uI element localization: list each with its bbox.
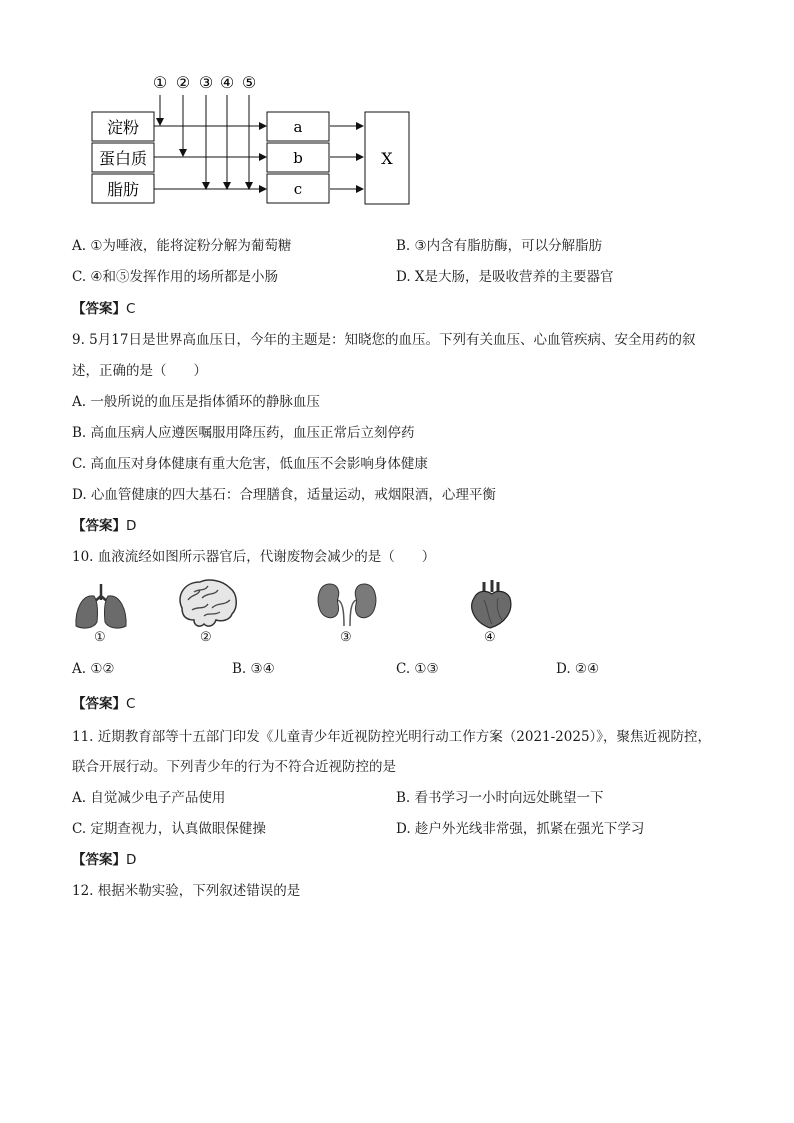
nutrient-protein: 蛋白质 — [98, 149, 148, 168]
lungs-icon — [72, 582, 130, 632]
product-c: c — [293, 180, 303, 198]
q9-answer — [72, 514, 136, 534]
q10-option-b[interactable]: B. ③④ — [232, 661, 275, 677]
q8-option-a[interactable]: A. ①为唾液，能将淀粉分解为葡萄糖 — [72, 238, 292, 254]
q11-stem-line2: 联合开展行动。下列青少年的行为不符合近视防控的是 — [72, 759, 396, 775]
nutrient-starch: 淀粉 — [106, 118, 140, 137]
organ-lungs — [72, 582, 132, 652]
organ-number-2: ② — [200, 630, 212, 645]
brain-icon — [174, 578, 240, 630]
digestion-diagram — [80, 68, 420, 213]
circle-label-3: ③ — [198, 73, 214, 92]
answer-value: D — [126, 518, 137, 534]
q8-answer — [72, 297, 135, 317]
circle-label-1: ① — [152, 73, 168, 92]
circle-label-5: ⑤ — [241, 73, 257, 92]
answer-label: 【答案】 — [72, 518, 126, 534]
q10-stem: 10. 血液流经如图所示器官后，代谢废物会减少的是（ ） — [72, 549, 436, 565]
q9-option-a[interactable]: A. 一般所说的血压是指体循环的静脉血压 — [72, 394, 320, 410]
q9-option-d[interactable]: D. 心血管健康的四大基石：合理膳食，适量运动，戒烟限酒，心理平衡 — [72, 487, 496, 503]
product-b: b — [293, 149, 303, 167]
organ-number-3: ③ — [340, 630, 352, 645]
q11-stem-line1: 11. 近期教育部等十五部门印发《儿童青少年近视防控光明行动工作方案（2021-2025）》，聚焦近视防控， — [72, 729, 712, 745]
q9-stem-line1: 9. 5月17日是世界高血压日，今年的主题是：知晓您的血压。下列有关血压、心血管疾病、安全用药的叙 — [72, 332, 696, 348]
q10-option-c[interactable]: C. ①③ — [396, 661, 439, 677]
organ-number-1: ① — [94, 630, 106, 645]
answer-value: D — [126, 852, 137, 868]
q8-option-d[interactable]: D. X是大肠，是吸收营养的主要器官 — [396, 269, 614, 285]
circle-label-2: ② — [175, 73, 191, 92]
product-a: a — [293, 118, 303, 136]
q11-option-a[interactable]: A. 自觉减少电子产品使用 — [72, 790, 226, 806]
kidneys-icon — [314, 580, 380, 628]
answer-label: 【答案】 — [72, 696, 126, 712]
q9-option-c[interactable]: C. 高血压对身体健康有重大危害，低血压不会影响身体健康 — [72, 456, 428, 472]
q8-option-b[interactable]: B. ③内含有脂肪酶，可以分解脂肪 — [396, 238, 603, 254]
answer-label: 【答案】 — [72, 301, 126, 317]
q9-option-b[interactable]: B. 高血压病人应遵医嘱服用降压药，血压正常后立刻停药 — [72, 425, 415, 441]
organ-heart — [464, 578, 524, 652]
q12-stem: 12. 根据米勒实验，下列叙述错误的是 — [72, 883, 301, 899]
circle-label-4: ④ — [219, 73, 235, 92]
answer-label: 【答案】 — [72, 852, 126, 868]
q11-option-c[interactable]: C. 定期查视力，认真做眼保健操 — [72, 821, 266, 837]
q8-option-c[interactable]: C. ④和⑤发挥作用的场所都是小肠 — [72, 269, 279, 285]
organ-number-4: ④ — [484, 630, 496, 645]
nutrient-fat: 脂肪 — [106, 180, 140, 199]
q11-option-b[interactable]: B. 看书学习一小时向远处眺望一下 — [396, 790, 604, 806]
q10-option-a[interactable]: A. ①② — [72, 661, 115, 677]
answer-value: C — [126, 301, 136, 317]
q11-option-d[interactable]: D. 趁户外光线非常强，抓紧在强光下学习 — [396, 821, 645, 837]
organ-brain — [174, 578, 244, 652]
organ-kidneys — [314, 580, 384, 652]
q10-answer — [72, 692, 135, 712]
q11-answer — [72, 848, 136, 868]
target-x: X — [381, 149, 393, 168]
answer-value: C — [126, 696, 136, 712]
q9-stem-line2: 述，正确的是（ ） — [72, 363, 207, 379]
heart-icon — [464, 578, 518, 630]
q10-option-d[interactable]: D. ②④ — [556, 661, 600, 677]
